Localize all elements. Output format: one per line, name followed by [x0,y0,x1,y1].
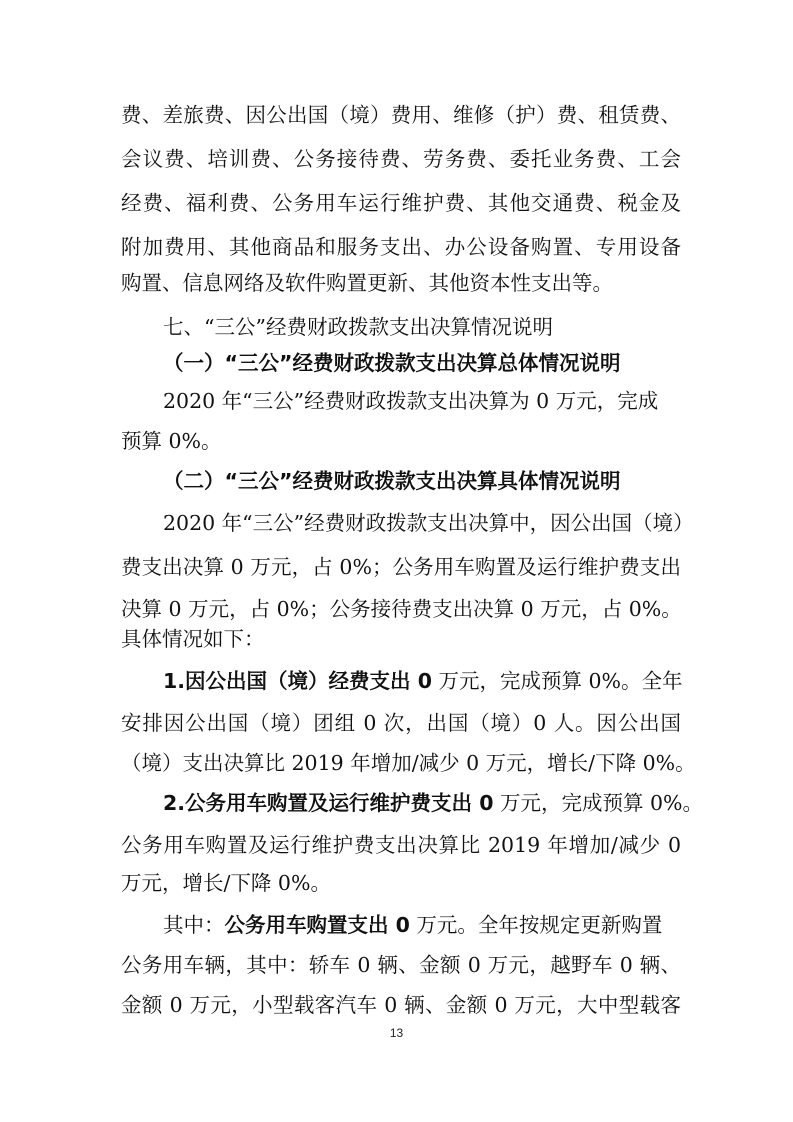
item-1-line-3: （境）支出决算比 2019 年增加/减少 0 万元，增长/下降 0%。 [121,751,696,775]
item-3-bold: 公务用车购置支出 0 [224,913,410,937]
subsection-2-title: （二）“三公”经费财政拨款支出决算具体情况说明 [163,469,621,493]
sub2-line-3: 决算 0 万元，占 0%；公务接待费支出决算 0 万元，占 0%。 [121,597,682,621]
item-1-line-2: 安排因公出国（境）团组 0 次，出国（境）0 人。因公出国 [121,711,681,735]
section-7-title: 七、“三公”经费财政拨款支出决算情况说明 [163,315,553,339]
item-1-rest: 万元，完成预算 0%。全年 [431,669,683,693]
body-line-1: 费、差旅费、因公出国（境）费用、维修（护）费、租赁费、 [121,103,681,127]
item-3-rest: 万元。全年按规定更新购置 [409,913,663,937]
item-1-first-line [163,666,681,696]
body-line-5: 购置、信息网络及软件购置更新、其他资本性支出等。 [121,271,613,295]
sub1-line-2: 预算 0%。 [121,429,222,453]
page-number: 13 [389,1026,404,1040]
item-1-bold: 1.因公出国（境）经费支出 0 [163,669,432,693]
item-2-line-2: 公务用车购置及运行维护费支出决算比 2019 年增加/减少 0 [121,833,681,857]
subsection-1-title: （一）“三公”经费财政拨款支出决算总体情况说明 [163,351,621,375]
item-2-line-3: 万元，增长/下降 0%。 [121,871,331,895]
item-2-rest: 万元，完成预算 0%。 [493,791,704,815]
body-line-3: 经费、福利费、公务用车运行维护费、其他交通费、税金及 [121,191,681,215]
sub1-line-1: 2020 年“三公”经费财政拨款支出决算为 0 万元，完成 [163,389,659,413]
item-3-line-2: 公务用车辆，其中：轿车 0 辆、金额 0 万元，越野车 0 辆、 [121,953,681,977]
item-2-bold: 2.公务用车购置及运行维护费支出 0 [163,791,494,815]
sub2-line-4: 具体情况如下： [121,627,265,651]
body-line-2: 会议费、培训费、公务接待费、劳务费、委托业务费、工会 [121,147,681,171]
sub2-line-2: 费支出决算 0 万元，占 0%；公务用车购置及运行维护费支出 [121,555,681,579]
item-2-first-line [163,788,704,818]
item-3-first-line [163,910,681,940]
item-3-prefix: 其中： [163,913,225,937]
item-3-line-3: 金额 0 万元，小型载客汽车 0 辆、金额 0 万元，大中型载客 [121,993,681,1017]
sub2-line-1: 2020 年“三公”经费财政拨款支出决算中，因公出国（境） [163,511,694,535]
body-line-4: 附加费用、其他商品和服务支出、办公设备购置、专用设备 [121,235,681,259]
